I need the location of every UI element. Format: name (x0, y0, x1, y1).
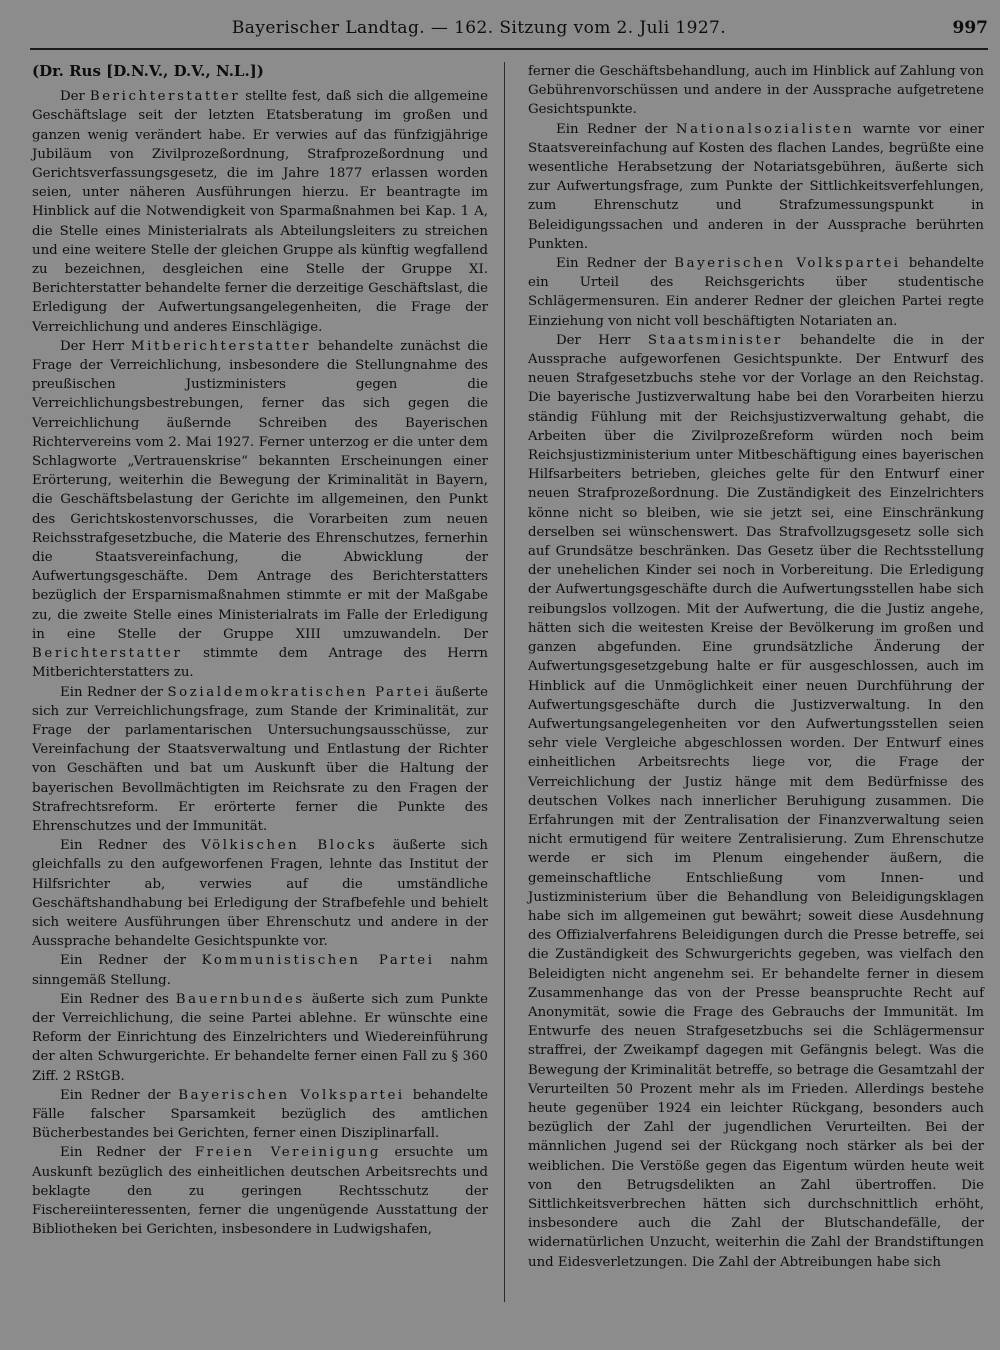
paragraph: Ein Redner der Freien Vereinigung ersuchte um Auskunft bezüglich des einheitlichen deutschen Arbeitsrechts und beklagte den zu geringen Rechtsschutz der Fischereiinteressenten, ferner die ungenügende Ausstattung der Bibliotheken bei Gerichten, insbesondere in Ludwigshafen, (32, 1145, 488, 1238)
paragraph: Ein Redner des Völkischen Blocks äußerte sich gleichfalls zu den aufgeworfenen Fragen, lehnte das Institut der Hilfsrichter ab, verwies auf die umständliche Geschäftshandhabung bei Erledigung der Strafbefehle und behielt sich weitere Ausführungen über Ehrenschutz und andere in der Aussprache behandelte Gesichtspunkte vor. (32, 838, 488, 950)
spaced-term: Bauernbundes (175, 991, 305, 1007)
paragraph: Ein Redner der Kommunistischen Partei nahm sinngemäß Stellung. (32, 953, 488, 988)
spaced-term: Mitberichterstatter (130, 338, 312, 354)
header-rule (30, 48, 988, 50)
speaker-label: (Dr. Rus [D.N.V., D.V., N.L.]) (32, 62, 264, 80)
paragraph: Ein Redner der Sozialdemokratischen Partei äußerte sich zur Verreichlichungsfrage, zum Stande der Kriminalität, zur Frage der parlamentarischen Untersuchungsausschüsse, zur Vereinfachung der Staatsverwaltung und Entlastung der Richter von Geschäften und bat um Auskunft über die Haltung der bayerischen Bevollmächtigten im Reichsrate zu den Fragen der Strafrechtsreform. Er erörterte ferner die Punkte des Ehrenschutzes und der Immunität. (32, 684, 488, 834)
spaced-term: Kommunistischen Partei (201, 953, 435, 969)
running-title: Bayerischer Landtag. — 162. Sitzung vom 2. Juli 1927. (231, 18, 727, 38)
spaced-term: Sozialdemokratischen Partei (167, 684, 431, 700)
paragraph: Der Herr Mitberichterstatter behandelte zunächst die Frage der Verreichlichung, insbesondere die Stellungnahme des preußischen Justizministers gegen die Verreichlichungsbestrebungen, ferner das sich gegen die Verreichlichung äußernde Schreiben des Bayerischen Richtervereins vom 2. Mai 1927. Ferner unterzog er die unter dem Schlagworte „Vertrauenskrise“ bekannten Erscheinungen einer Erörterung, weiterhin die Bewegung der Kriminalität in Bayern, die Geschäftsbelastung der Gerichte im allgemeinen, den Punkt des Gerichtskostenvorschusses, die Vorarbeiten zum neuen Reichsstrafgesetzbuche, die Materie des Ehrenschutzes, fernerhin die Staatsvereinfachung, die Abwicklung der Aufwertungsgeschäfte. Dem Antrage des Berichterstatters bezüglich der Ersparnismaßnahmen stimmte er mit der Maßgabe zu, die zweite Stelle eines Ministerialrats im Falle der Erledigung in eine Stelle der Gruppe XIII umzuwandeln. Der Berichterstatter stimmte dem Antrage des Herrn Mitberichterstatters zu. (32, 338, 488, 681)
right-column (528, 62, 984, 1272)
spaced-term: Völkischen Blocks (201, 838, 378, 854)
page-number: 997 (952, 18, 988, 38)
left-column (32, 62, 488, 1239)
paragraph: Der Herr Staatsminister behandelte die in der Aussprache aufgeworfenen Gesichtspunkte. Der Entwurf des neuen Strafgesetzbuchs stehe vor der Vorlage an den Reichstag. Die bayerische Justizverwaltung habe bei den Vorarbeiten hierzu ständig Fühlung mit der Reichsjustizverwaltung gehabt, die Arbeiten über die Zivilprozeßreform würden noch beim Reichsjustizministerium unter Mitbeschäftigung eines bayerischen Hilfsarbeiters betrieben, gleiches gelte für den Entwurf einer neuen Strafprozeßordnung. Die Zuständigkeit des Einzelrichters könne nicht so bleiben, wie sie jetzt sei, eine Einschränkung derselben sei wünschenswert. Das Strafvollzugsgesetz solle sich auf Grundsätze beschränken. Das Gesetz über die Rechtsstellung der unehelichen Kinder sei noch in Vorbereitung. Die Erledigung der Aufwertungsgeschäfte durch die Aufwertungsstellen habe sich reibungslos vollzogen. Mit der Aufwertung, die die Justiz angehe, hätten sich die weitesten Kreise der Bevölkerung im großen und ganzen abgefunden. Eine grundsätzliche Änderung der Aufwertungsgesetzgebung halte er für ausgeschlossen, auch im Hinblick auf die Unmöglichkeit einer neuen Durchführung der Aufwertungsgeschäfte durch die Justizverwaltung. In den Aufwertungsangelegenheiten vor den Aufwertungsstellen seien sehr viele Vergleiche abgeschlossen worden. Der Entwurf eines einheitlichen Arbeitsrechts liege vor, die Frage der Verreichlichung der Justiz hänge mit dem Bedürfnisse des deutschen Volkes nach innerlicher Beruhigung zusammen. Die Erfahrungen mit der Zentralisation der Finanzverwaltung seien nicht ermutigend für weitere Zentralisierung. Zum Ehrenschutze werde er sich im Plenum eingehender äußern, die gemeinschaftliche Entschließung vom Innen- und Justizministerium über die Behandlung von Beleidigungsklagen habe sich im allgemeinen gut bewährt; soweit diese Ausdehnung des Offizialverfahrens Beleidigungen durch die Presse betreffe, sei die Zuständigkeit des Schwurgerichts gegeben, was vielfach den Beleidigten nicht angenehm sei. Er behandelte ferner in diesem Zusammenhange das von der Presse beanspruchte Recht auf Anonymität, sowie die Frage des Gebrauchs der Immunität. Im Entwurfe des neuen Strafgesetzbuchs sei die Schlägermensur straffrei, der Zweikampf dagegen mit Gefängnis belegt. Was die Bewegung der Kriminalität betreffe, so betrage die Gesamtzahl der Verurteilten 50 Prozent mehr als im Frieden. Allerdings bestehe heute gegenüber 1924 ein leichter Rückgang, besonders auch bezüglich der Zahl der jugendlichen Verurteilten. Bei der männlichen Jugend sei der Rückgang noch stärker als bei der weiblichen. Die Verstöße gegen das Eigentum würden heute weit von den Betrugsdelikten an Zahl übertroffen. Die Sittlichkeitsverbrechen hätten sich durchschnittlich erhöht, insbesondere auch die Zahl der Blutschandefälle, der widernatürlichen Unzucht, weiterhin die Zahl der Brandstiftungen und Eidesverletzungen. Die Zahl der Abtreibungen habe sich (528, 332, 984, 1270)
spaced-term: Staatsminister (647, 332, 783, 348)
paragraph: Ein Redner der Bayerischen Volkspartei behandelte ein Urteil des Reichsgerichts über studentische Schlägermensuren. Ein anderer Redner der gleichen Partei regte Einziehung von nicht voll beschäftigten Notariaten an. (528, 256, 984, 329)
spaced-term: Berichterstatter (89, 89, 241, 105)
paragraph-continued: ferner die Geschäftsbehandlung, auch im Hinblick auf Zahlung von Gebührenvorschüssen und andere in der Aussprache aufgetretene Gesichtspunkte. (528, 64, 984, 118)
spaced-term: Nationalsozialisten (675, 121, 855, 137)
spaced-term: Bayerischen Volkspartei (178, 1087, 405, 1103)
spaced-term: Bayerischen Volkspartei (674, 256, 901, 272)
paragraph: Der Berichterstatter stellte fest, daß sich die allgemeine Geschäftslage seit der letzten Etatsberatung im großen und ganzen wenig verändert habe. Er verwies auf das fünfzigjährige Jubiläum von Zivilprozeßordnung, Strafprozeßordnung und Gerichtsverfassungsgesetz, die im Jahre 1877 erlassen worden seien, unter näheren Ausführungen hierzu. Er beantragte im Hinblick auf die Notwendigkeit von Sparmaßnahmen bei Kap. 1 A, die Stelle eines Ministerialrats als Abteilungsleiters zu streichen und eine weitere Stelle der gleichen Gruppe als künftig wegfallend zu bezeichnen, desgleichen eine Stelle der Gruppe XI. Berichterstatter behandelte ferner die derzeitige Geschäftslast, die Erledigung der Aufwertungsangelegenheiten, die Frage der Verreichlichung und anderes Einschlägige. (32, 89, 488, 335)
paragraph: Ein Redner der Nationalsozialisten warnte vor einer Staatsvereinfachung auf Kosten des flachen Landes, begrüßte eine wesentliche Herabsetzung der Notariatsgebühren, äußerte sich zur Aufwertungsfrage, zum Punkte der Sittlichkeitsverfehlungen, zum Ehrenschutz und Strafzumessungspunkt in Beleidigungssachen und anderen in der Aussprache berührten Punkten. (528, 121, 984, 252)
paragraph: Ein Redner der Bayerischen Volkspartei behandelte Fälle falscher Sparsamkeit bezüglich des amtlichen Bücherbestandes bei Gerichten, ferner einen Disziplinarfall. (32, 1087, 488, 1142)
page-header (30, 18, 988, 48)
spaced-term: Berichterstatter (32, 646, 183, 662)
paragraph: Ein Redner des Bauernbundes äußerte sich zum Punkte der Verreichlichung, die seine Partei ablehne. Er wünschte eine Reform der Einrichtung des Einzelrichters und Wiedereinführung der alten Schwurgerichte. Er behandelte ferner einen Fall zu § 360 Ziff. 2 RStGB. (32, 991, 488, 1084)
spaced-term: Freien Vereinigung (194, 1145, 382, 1161)
column-divider (504, 62, 505, 1302)
